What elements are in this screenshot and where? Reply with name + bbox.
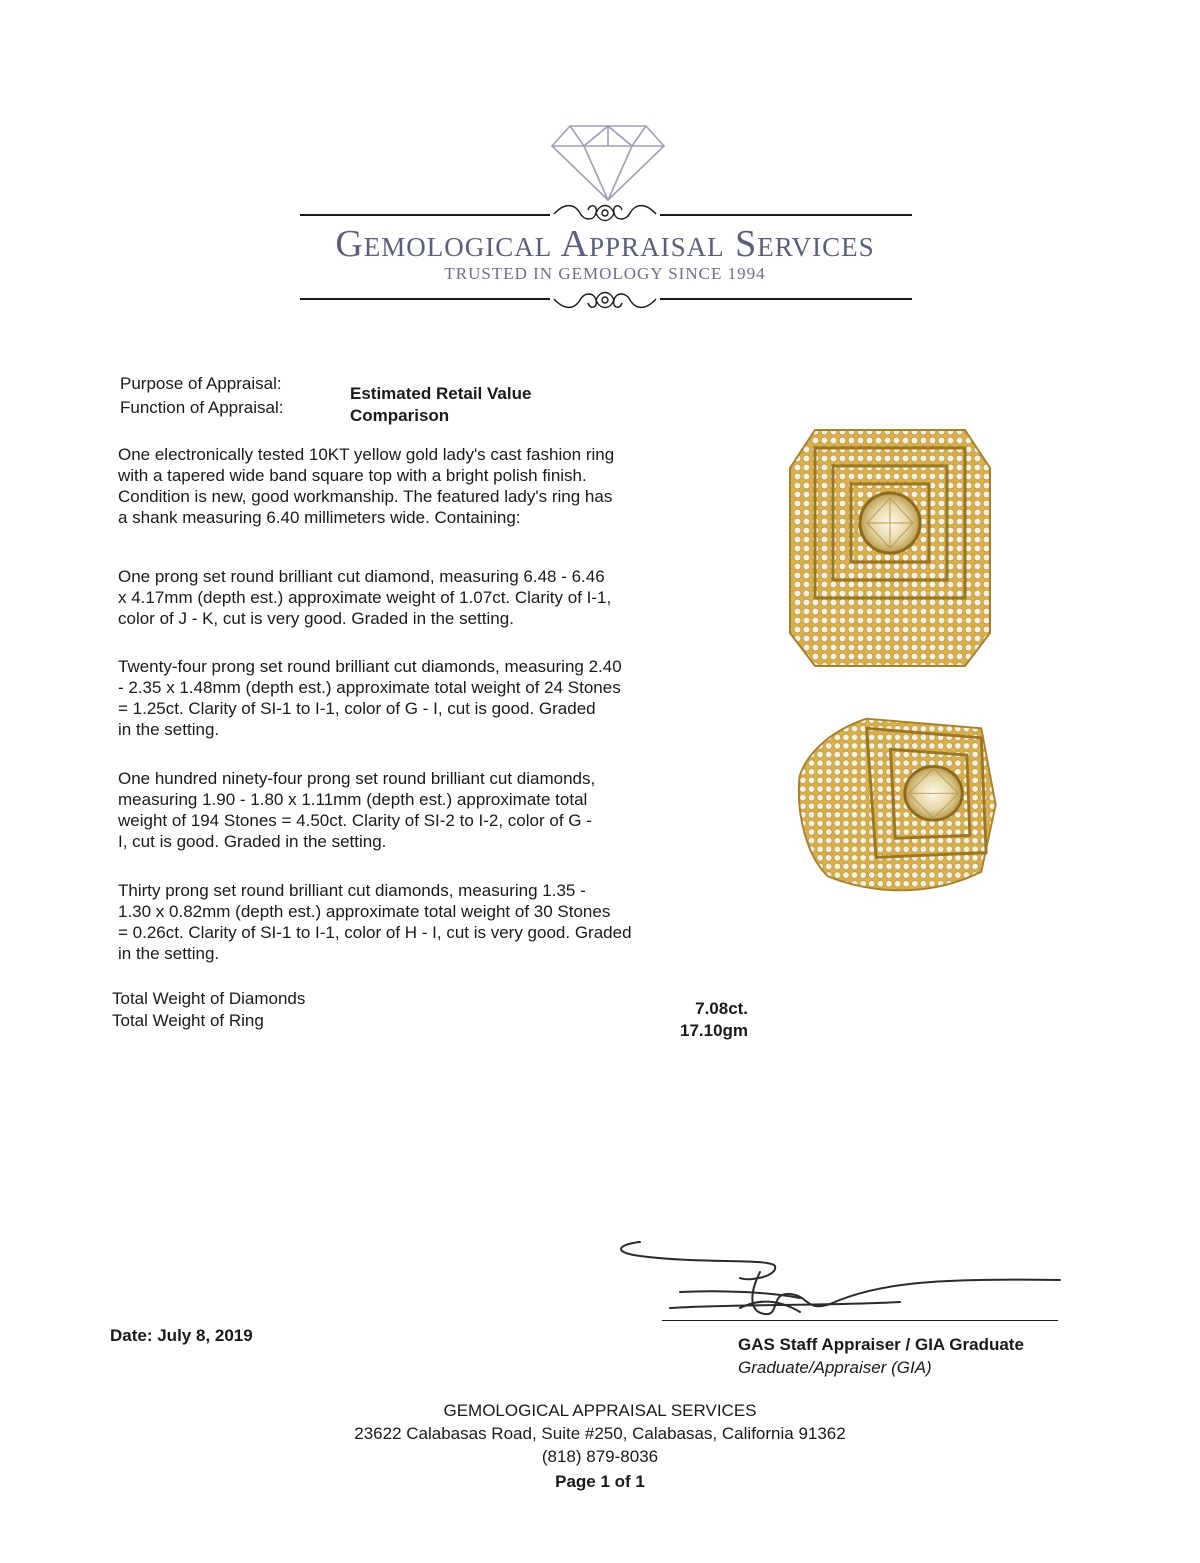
function-value: Comparison bbox=[350, 406, 450, 425]
appraisal-date: Date: July 8, 2019 bbox=[110, 1326, 253, 1345]
appraiser-signature bbox=[600, 1232, 1080, 1332]
header-rule-top bbox=[300, 214, 550, 216]
page-number: Page 1 of 1 bbox=[555, 1472, 645, 1491]
total-diamonds-value: 7.08ct. bbox=[695, 999, 749, 1018]
footer-phone: (818) 879-8036 bbox=[541, 1447, 659, 1466]
header-rule-bottom-right bbox=[660, 298, 912, 300]
company-tagline: TRUSTED IN GEMOLOGY SINCE 1994 bbox=[444, 264, 766, 283]
purpose-label: Purpose of Appraisal: bbox=[120, 374, 282, 393]
company-name: Gemological Appraisal Services bbox=[335, 223, 875, 265]
footer-company: GEMOLOGICAL APPRAISAL SERVICES bbox=[443, 1401, 757, 1420]
center-diamond-description: One prong set round brilliant cut diamond, measuring 6.48 - 6.46 x 4.17mm (depth est.) approximate weight of 1.07ct. Clarity of I-1, color of J - K, cut is very good. Graded in the setting. bbox=[118, 567, 612, 628]
ring-description: One electronically tested 10KT yellow gold lady's cast fashion ring with a tapered wide band square top with a bright polish finish. Condition is new, good workmanship. The featured lady's ring has a shank measuring 6.40 millimeters wide. Containing: bbox=[118, 445, 615, 527]
totals-values bbox=[680, 998, 748, 1042]
ring-angled-view-image bbox=[790, 690, 1010, 910]
signature-line bbox=[662, 1320, 1058, 1321]
diamond-icon bbox=[548, 112, 668, 204]
purpose-value: Estimated Retail Value bbox=[350, 384, 532, 403]
diamond-group-2-description: One hundred ninety-four prong set round brilliant cut diamonds, measuring 1.90 - 1.80 x 1.11mm (depth est.) approximate total weight of 194 Stones = 4.50ct. Clarity of SI-2 to I-2, color of G - I, cut is good. Graded in the setting. bbox=[118, 769, 596, 851]
ring-top-view-image bbox=[775, 418, 1005, 668]
diamond-group-1-description: Twenty-four prong set round brilliant cut diamonds, measuring 2.40 - 2.35 x 1.48mm (depth est.) approximate total weight of 24 Stones = 1.25ct. Clarity of SI-1 to I-1, color of G - I, cut is good. Graded in the setting. bbox=[118, 657, 622, 739]
total-diamonds-label: Total Weight of Diamonds bbox=[112, 989, 306, 1008]
totals-labels bbox=[112, 988, 305, 1032]
function-label: Function of Appraisal: bbox=[120, 398, 284, 417]
total-ring-label: Total Weight of Ring bbox=[112, 1011, 264, 1030]
header-rule-bottom bbox=[300, 298, 550, 300]
footer-address: 23622 Calabasas Road, Suite #250, Calabasas, California 91362 bbox=[354, 1424, 846, 1443]
total-ring-value: 17.10gm bbox=[680, 1021, 749, 1040]
appraiser-subtitle: Graduate/Appraiser (GIA) bbox=[738, 1358, 932, 1377]
appraiser-title: GAS Staff Appraiser / GIA Graduate bbox=[738, 1335, 1024, 1354]
header-rule-top-right bbox=[660, 214, 912, 216]
diamond-group-3-description: Thirty prong set round brilliant cut diamonds, measuring 1.35 - 1.30 x 0.82mm (depth est.) approximate total weight of 30 Stones = 0.26ct. Clarity of SI-1 to I-1, color of H - I, cut is very good. Graded in the setting. bbox=[118, 881, 632, 963]
flourish-ornament-bottom bbox=[550, 286, 660, 312]
